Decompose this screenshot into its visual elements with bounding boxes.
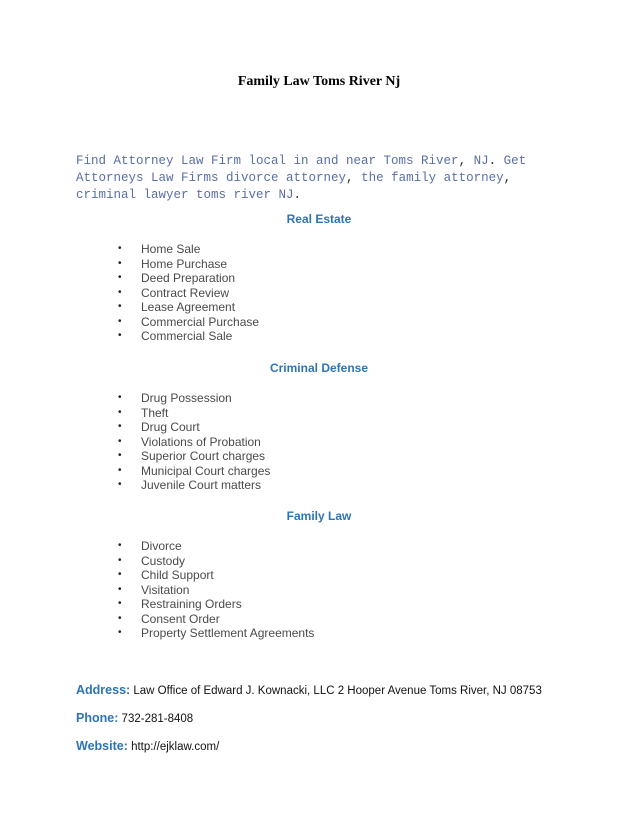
list-item <box>116 449 270 464</box>
section-heading-family-law: Family Law <box>286 509 352 523</box>
bullet-icon: • <box>118 464 122 476</box>
list-item-label: Commercial Purchase <box>141 314 260 329</box>
address-label: Address: <box>76 683 131 697</box>
intro-text-2: NJ <box>466 154 489 168</box>
intro-comma-1: , <box>458 154 467 168</box>
list-item <box>116 391 270 406</box>
list-item-label: Restraining Orders <box>141 597 242 611</box>
bullet-icon: • <box>118 583 122 595</box>
phone-value: 732-281-8408 <box>118 713 194 725</box>
list-item-label: Home Sale <box>141 242 201 256</box>
bullet-icon: • <box>118 406 122 418</box>
list-item <box>116 406 270 421</box>
bullet-icon: • <box>118 627 122 638</box>
section-heading-criminal-defense: Criminal Defense <box>269 361 369 375</box>
list-item <box>116 242 259 257</box>
list-item <box>116 583 314 598</box>
list-item <box>116 612 314 627</box>
bullet-icon: • <box>118 554 122 566</box>
list-item <box>116 539 314 554</box>
bullet-icon: • <box>118 301 122 312</box>
list-item-label: Visitation <box>141 582 190 597</box>
list-item <box>116 420 270 435</box>
section-heading-real-estate: Real Estate <box>286 212 352 226</box>
page-title: Family Law Toms River Nj <box>237 74 401 89</box>
website-link[interactable]: http://ejklaw.com/ <box>127 741 220 753</box>
list-item-label: Superior Court charges <box>141 449 266 463</box>
list-item-label: Municipal Court charges <box>141 463 271 478</box>
list-item-label: Drug Possession <box>141 391 232 405</box>
bullet-icon: • <box>118 330 122 341</box>
list-item <box>116 271 259 286</box>
list-item-label: Property Settlement Agreements <box>141 626 315 640</box>
bullet-icon: • <box>118 598 122 609</box>
bullet-icon: • <box>118 257 122 269</box>
list-item-label: Drug Court <box>141 420 200 434</box>
address-line <box>76 683 542 697</box>
list-item-label: Lease Agreement <box>141 300 236 314</box>
list-item-label: Divorce <box>141 539 182 553</box>
phone-line <box>76 711 193 725</box>
address-value: Law Office of Edward J. Kownacki, LLC 2 Hooper Avenue Toms River, NJ 08753 <box>130 685 542 697</box>
list-item <box>116 554 314 569</box>
list-item <box>116 626 314 641</box>
real-estate-list <box>116 242 259 344</box>
bullet-icon: • <box>118 569 122 580</box>
bullet-icon: • <box>118 315 122 327</box>
bullet-icon: • <box>118 479 122 490</box>
intro-comma-3: , <box>503 171 512 185</box>
bullet-icon: • <box>118 421 122 432</box>
bullet-icon: • <box>118 392 122 403</box>
intro-text-3: Get Attorneys Law Firms divorce attorney <box>76 154 527 185</box>
list-item-label: Contract Review <box>141 285 230 300</box>
criminal-defense-list <box>116 391 270 493</box>
website-label: Website: <box>76 739 128 753</box>
list-item-label: Violations of Probation <box>141 434 261 449</box>
bullet-icon: • <box>118 450 122 461</box>
list-item <box>116 329 259 344</box>
bullet-icon: • <box>118 286 122 298</box>
list-item <box>116 435 270 450</box>
list-item <box>116 478 270 493</box>
list-item-label: Custody <box>141 553 186 568</box>
list-item-label: Theft <box>141 405 169 420</box>
list-item-label: Deed Preparation <box>141 271 236 285</box>
bullet-icon: • <box>118 435 122 447</box>
phone-label: Phone: <box>76 711 119 725</box>
website-line <box>76 739 219 753</box>
list-item <box>116 568 314 583</box>
family-law-list <box>116 539 314 641</box>
list-item-label: Juvenile Court matters <box>141 478 262 492</box>
intro-text-5: criminal lawyer toms river NJ <box>76 188 294 202</box>
intro-comma-2: , <box>346 171 354 185</box>
list-item <box>116 315 259 330</box>
list-item-label: Home Purchase <box>141 256 228 271</box>
intro-text-1: Find Attorney Law Firm local in and near Toms River <box>76 154 459 168</box>
list-item-label: Commercial Sale <box>141 329 233 343</box>
list-item <box>116 597 314 612</box>
list-item-label: Child Support <box>141 568 214 582</box>
list-item <box>116 286 259 301</box>
intro-dot-2: . <box>293 188 302 202</box>
bullet-icon: • <box>118 243 122 254</box>
bullet-icon: • <box>118 540 122 551</box>
list-item <box>116 464 270 479</box>
list-item <box>116 300 259 315</box>
list-item-label: Consent Order <box>141 611 220 626</box>
intro-paragraph <box>76 153 546 204</box>
list-item <box>116 257 259 272</box>
intro-text-4: the family attorney <box>353 171 504 185</box>
bullet-icon: • <box>118 272 122 283</box>
intro-dot-1: . <box>488 154 497 168</box>
bullet-icon: • <box>118 612 122 624</box>
